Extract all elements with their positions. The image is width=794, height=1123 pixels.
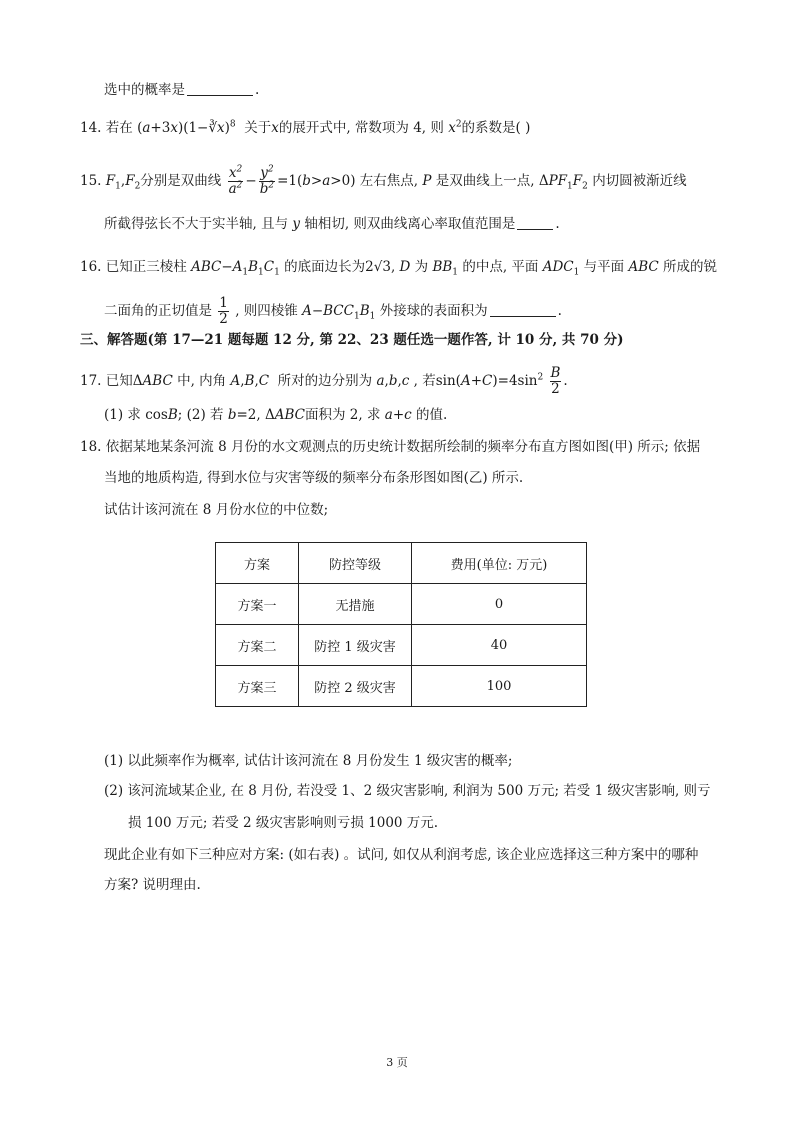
table-cell: 无措施 [299, 584, 412, 625]
table-cell: 40 [412, 625, 587, 666]
page-number: 3 页 [386, 1056, 408, 1069]
q14-line: 14. 若在 (a+3x)(1−∛x)$^8$ 关于x的展开式中, 常数项为 4, 则 $x^2$的系数是( ) [80, 119, 531, 136]
q17-line2: (1) 求 cosB; (2) 若 b=2, ΔABC面积为 2, 求 a+c 的值. [104, 407, 448, 423]
table-header-row [216, 543, 587, 584]
q18-line2: 当地的地质构造, 得到水位与灾害等级的频率分布条形图如图(乙) 所示. [104, 470, 524, 486]
table-header: 费用(单位: 万元) [412, 543, 587, 584]
table-cell: 防控 2 级灾害 [299, 666, 412, 707]
q18-part3a: 现此企业有如下三种应对方案: (如右表) 。试问, 如仅从利润考虑, 该企业应选择这三种方案中的哪种 [104, 847, 699, 863]
table-cell: 100 [412, 666, 587, 707]
q16-line1: 16. 已知正三棱柱 $ABC-A_1B_1C_1$ 的底面边长为2√3, D 为 $BB_1$ 的中点, 平面 $ADC_1$ 与平面 ABC 所成的锐 [80, 259, 717, 278]
q18-part2a: (2) 该河流域某企业, 在 8 月份, 若没受 1、2 级灾害影响, 利润为 500 万元; 若受 1 级灾害影响, 则亏 [104, 783, 711, 799]
plan-table [215, 542, 587, 707]
q18-part1: (1) 以此频率作为概率, 试估计该河流在 8 月份发生 1 级灾害的概率; [104, 753, 513, 769]
answer-blank [517, 215, 553, 230]
answer-blank [490, 302, 556, 317]
table-row [216, 584, 587, 625]
q13-tail: 选中的概率是 . [104, 82, 260, 98]
q18-part3b: 方案? 说明理由. [104, 877, 201, 893]
table-cell: 0 [412, 584, 587, 625]
table-cell: 方案二 [216, 625, 299, 666]
table-row [216, 666, 587, 707]
q17-line1: 17. 已知ΔABC 中, 内角 A,B,C 所对的边分别为 a,b,c , 若$\sin(A+C)=4\sin^2$ $\frac{B}{2}$ . [80, 365, 568, 397]
table-cell: 方案三 [216, 666, 299, 707]
section-heading: 三、解答题(第 17—21 题每题 12 分, 第 22、23 题任选一题作答, 计 10 分, 共 70 分) [80, 332, 624, 348]
table-header: 防控等级 [299, 543, 412, 584]
table-row [216, 625, 587, 666]
q18-part2b: 损 100 万元; 若受 2 级灾害影响则亏损 1000 万元. [128, 815, 439, 831]
q16-line2: 二面角的正切值是 $\frac{1}{2}$ , 则四棱锥 $A-BCC_1B_1$ 外接球的表面积为 . [104, 295, 562, 327]
q15-line2: 所截得弦长不大于实半轴, 且与 y 轴相切, 则双曲线离心率取值范围是 . [104, 216, 560, 232]
answer-blank [187, 81, 253, 96]
table-header: 方案 [216, 543, 299, 584]
q18-line1: 18. 依据某地某条河流 8 月份的水文观测点的历史统计数据所绘制的频率分布直方图如图(甲) 所示; 依据 [80, 439, 701, 455]
q18-line3: 试估计该河流在 8 月份水位的中位数; [104, 502, 329, 518]
table-cell: 防控 1 级灾害 [299, 625, 412, 666]
table-cell: 方案一 [216, 584, 299, 625]
q15-line1: 15. $F_1,F_2$分别是双曲线 $\frac{x^2}{a^2}$ − $\frac{y^2}{b^2}$ =1(b>a>0) 左右焦点, P 是双曲线上一点, $\Delta PF_1F_2$ 内切圆被渐近线 [80, 164, 687, 197]
